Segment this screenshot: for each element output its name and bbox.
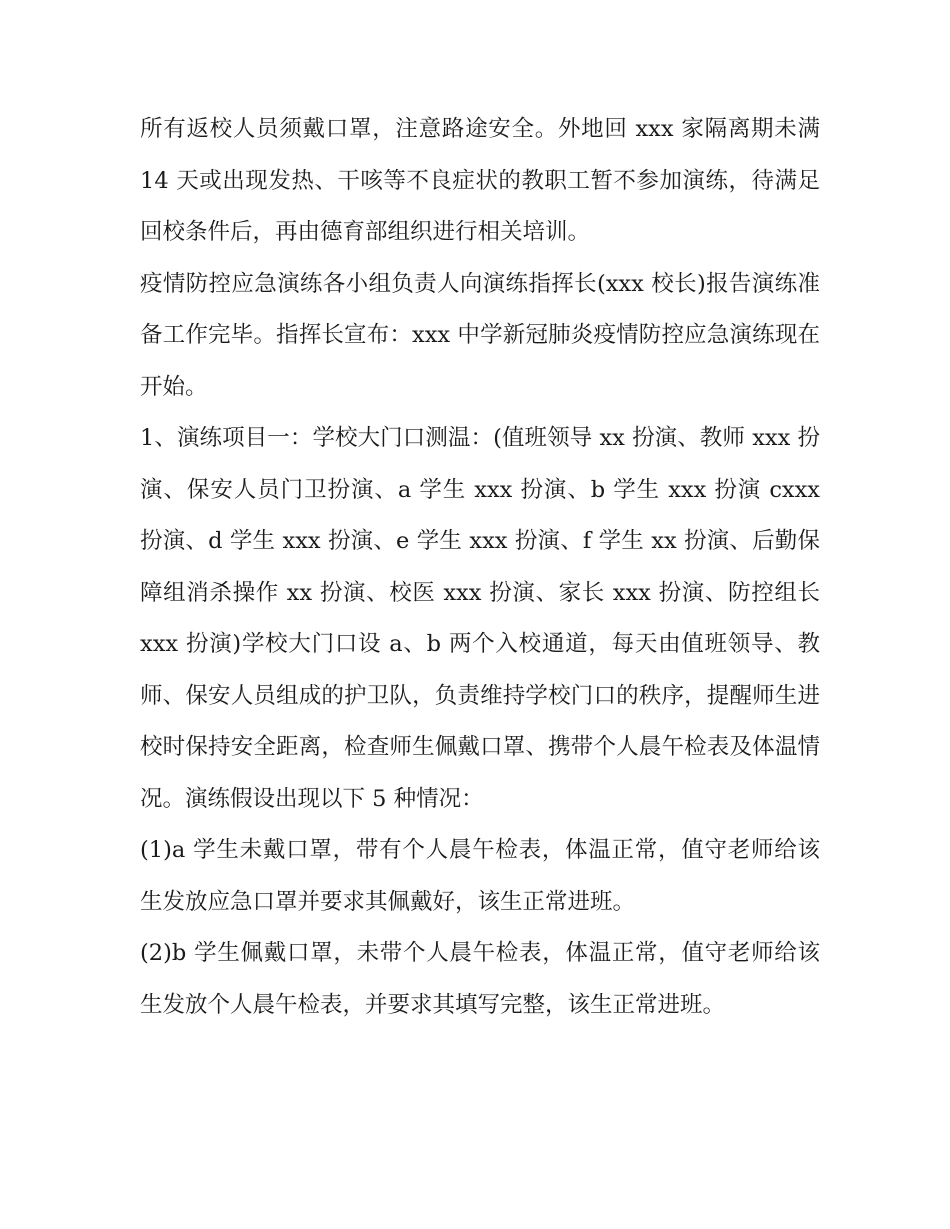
paragraph-drill-item-one: 1、演练项目一：学校大门口测温：(值班领导 xx 扮演、教师 xxx 扮演、保安人员门卫扮演、a 学生 xxx 扮演、b 学生 xxx 扮演 cxxx 扮演、d 学生 xxx 扮演、e 学生 xxx 扮演、f 学生 xx 扮演、后勤保障组消杀操作 xx 扮演、校医 xxx 扮演、家长 xxx 扮演、防控组长 xxx 扮演)学校大门口设 a、b 两个入校通道，每天由值班领导、教师、保安人员组成的护卫队，负责维持学校门口的秩序，提醒师生进校时保持安全距离，检查师生佩戴口罩、携带个人晨午检表及体温情况。演练假设出现以下 5 种情况： [140, 425, 820, 812]
paragraph-case-2: (2)b 学生佩戴口罩，未带个人晨午检表，体温正常，值守老师给该生发放个人晨午检表，并要求其填写完整，该生正常进班。 [140, 940, 820, 1018]
paragraph-drill-start: 疫情防控应急演练各小组负责人向演练指挥长(xxx 校长)报告演练准备工作完毕。指挥长宣布：xxx 中学新冠肺炎疫情防控应急演练现在开始。 [140, 270, 820, 400]
paragraph-case-1: (1)a 学生未戴口罩，带有个人晨午检表，体温正常，值守老师给该生发放应急口罩并要求其佩戴好，该生正常进班。 [140, 837, 820, 915]
paragraph-return-to-school: 所有返校人员须戴口罩，注意路途安全。外地回 xxx 家隔离期未满 14 天或出现发热、干咳等不良症状的教职工暂不参加演练，待满足回校条件后，再由德育部组织进行相关培训。 [140, 116, 820, 245]
document-body [140, 104, 820, 1031]
